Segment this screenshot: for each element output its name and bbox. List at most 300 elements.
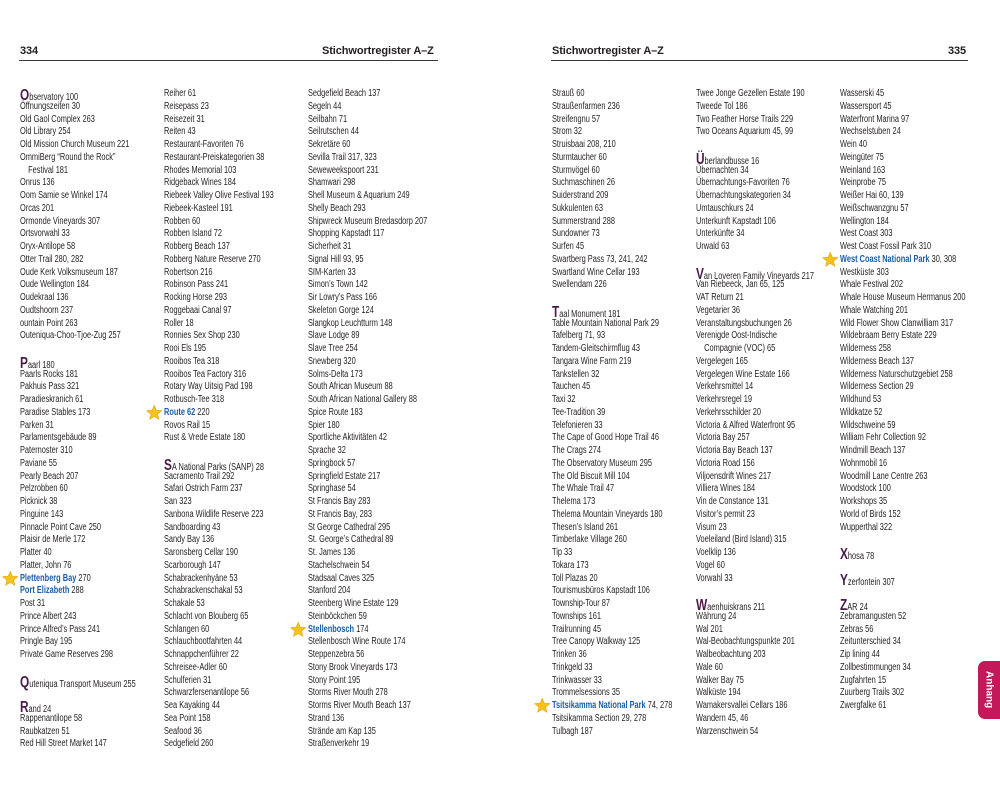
index-entry: Weingüter 75	[840, 151, 884, 163]
index-entry: Sandboarding 43	[164, 521, 221, 533]
index-entry: Storms River Mouth Beach 137	[308, 700, 411, 711]
index-entry: Restaurant-Favoriten 76	[164, 139, 244, 150]
index-entry	[20, 165, 161, 178]
index-entry: Schnappchenführer 22	[164, 649, 239, 660]
index-entry: Solms-Delta 173	[308, 368, 363, 380]
index-entry	[164, 456, 305, 474]
index-entry: Unterkunft Kapstadt 106	[696, 215, 776, 227]
index-entry: Zip lining 44	[840, 649, 880, 660]
index-entry-highlighted	[552, 700, 693, 713]
index-term: Route 62	[164, 406, 196, 418]
index-entry: Wilderness 258	[840, 343, 892, 354]
star-icon	[822, 252, 838, 268]
index-page-refs: 220	[197, 406, 210, 418]
index-entry: Otter Trail 280, 282	[20, 253, 84, 265]
index-entry: Sekretäre 60	[308, 139, 351, 150]
index-entry: Stadsaal Caves 325	[308, 572, 375, 584]
index-entry: Pelzrobben 60	[20, 483, 68, 495]
index-entry: Wilderness Section 29	[840, 381, 914, 393]
index-initial-letter: Y	[840, 571, 848, 589]
index-entry: Shelly Beach 293	[308, 202, 366, 214]
index-spacer	[20, 343, 161, 356]
index-entry	[20, 699, 161, 716]
index-entry: Zeitunterschied 34	[840, 636, 901, 648]
index-entry: Parlamentsgebäude 89	[20, 432, 97, 444]
index-term: hosa 78	[847, 551, 875, 562]
index-entry: West Coast 303	[840, 228, 893, 240]
index-entry: Two Feather Horse Trails 229	[696, 113, 794, 125]
index-entry: Taxi 32	[552, 394, 576, 405]
index-entry: Platter 40	[20, 547, 52, 558]
index-entry: Oudekraal 136	[20, 292, 69, 303]
index-initial-letter: W	[696, 597, 708, 614]
index-entry: Shipwreck Museum Bredasdorp 207	[308, 215, 428, 227]
index-entry: Suiderstrand 209	[552, 190, 609, 201]
index-entry: Tauchen 45	[552, 381, 591, 393]
index-entry: Sea Kayaking 44	[164, 700, 220, 711]
index-initial-letter: O	[20, 87, 30, 104]
index-entry: Restaurant-Preiskategorien 38	[164, 151, 265, 163]
index-page-refs: 74, 278	[647, 700, 673, 711]
index-entry: Spice Route 183	[308, 406, 363, 418]
index-entry	[696, 343, 837, 356]
index-entry: Sicherheit 31	[308, 241, 352, 252]
index-entry: Tankstellen 32	[552, 368, 600, 380]
index-entry	[696, 265, 837, 283]
index-entry: Sportliche Aktivitäten 42	[308, 432, 387, 444]
index-entry: Sea Point 158	[164, 712, 211, 724]
index-entry: Outeniqua-Choo-Tjoe-Zug 257	[20, 330, 121, 342]
index-entry: Riebeek-Kasteel 191	[164, 202, 233, 214]
index-entry: Wasserski 45	[840, 88, 885, 99]
index-entry: Roller 18	[164, 317, 194, 329]
index-entry: Paviane 55	[20, 457, 58, 469]
index-entry: Township-Tour 87	[552, 598, 610, 609]
index-entry-highlighted	[308, 624, 449, 637]
index-entry: Old Gaol Complex 263	[20, 113, 95, 125]
index-entry: SIM-Karten 33	[308, 266, 356, 278]
index-entry: Unterkünfte 34	[696, 228, 745, 240]
index-entry: OmmiBerg “Round the Rock”	[20, 151, 116, 163]
index-entry: Wal-Beobachtungspunkte 201	[696, 636, 795, 648]
index-spacer	[20, 687, 161, 700]
index-entry: Two Oceans Aquarium 45, 99	[696, 126, 794, 138]
index-entry: VAT Return 21	[696, 292, 744, 303]
index-entry: Thesen’s Island 261	[552, 521, 619, 533]
index-entry: St Francis Bay, 283	[308, 508, 373, 520]
running-header: Stichwortregister A–Z	[322, 45, 434, 57]
index-entry: Old Library 254	[20, 126, 71, 138]
index-entry: Oude Wellington 184	[20, 279, 89, 291]
index-entry: Walbeobachtung 203	[696, 649, 766, 660]
index-entry: Öffnungszeiten 30	[20, 100, 80, 112]
index-entry: Wal 201	[696, 623, 723, 635]
index-entry: Summerstrand 288	[552, 215, 615, 227]
index-column	[840, 88, 981, 713]
index-entry: Swartberg Pass 73, 241, 242	[552, 253, 648, 265]
index-term: West Coast National Park	[840, 253, 930, 265]
index-entry: Table Mountain National Park 29	[552, 317, 659, 329]
index-entry: South African National Gallery 88	[308, 394, 418, 405]
index-entry: Tweede Tol 186	[696, 100, 748, 112]
index-entry: Thelema 173	[552, 496, 596, 507]
star-icon	[290, 622, 306, 638]
index-entry: Übernachtungs-Favoriten 76	[696, 177, 790, 189]
index-entry: Tree Canopy Walkway 125	[552, 636, 641, 648]
index-term: aarl 180	[27, 359, 55, 371]
index-entry: Robberg Nature Reserve 270	[164, 253, 261, 265]
index-entry: Platter, John 76	[20, 559, 72, 571]
index-entry: Weinprobe 75	[840, 177, 886, 189]
index-entry: Tangara Wine Farm 219	[552, 355, 632, 367]
index-entry: Reiten 43	[164, 126, 196, 138]
index-entry: Stony Brook Vineyards 173	[308, 661, 398, 673]
index-entry: Stachelschwein 54	[308, 559, 370, 571]
index-entry: Trinkwasser 33	[552, 674, 602, 686]
index-entry: Zwergfalke 61	[840, 700, 887, 711]
index-initial-letter: T	[552, 303, 560, 321]
index-initial-letter: P	[20, 354, 28, 372]
index-entry: Tokara 173	[552, 559, 589, 571]
index-entry: Victoria Bay 257	[696, 432, 750, 444]
index-entry: Trailrunning 45	[552, 623, 602, 635]
index-spacer	[552, 292, 693, 305]
index-entry: Victoria Road 156	[696, 457, 755, 469]
index-entry: Telefonieren 33	[552, 419, 603, 431]
index-entry: Schlauchbootfahrten 44	[164, 636, 243, 648]
index-entry: Robben Island 72	[164, 228, 223, 240]
index-spacer	[696, 139, 837, 152]
index-term: Port Elizabeth	[20, 585, 70, 597]
index-entry: Wilderness Beach 137	[840, 355, 915, 367]
index-spacer	[840, 560, 981, 573]
index-entry: Ortsvorwahl 33	[20, 228, 70, 240]
index-entry: Van Riebeeck, Jan 65, 125	[696, 279, 785, 291]
index-entry: Reisepass 23	[164, 100, 209, 112]
index-term: Stellenbosch	[308, 623, 355, 635]
index-entry: Pearly Beach 207	[20, 470, 79, 482]
index-entry	[696, 150, 837, 168]
index-entry-highlighted	[164, 407, 305, 420]
index-entry: The Old Biscuit Mill 104	[552, 470, 630, 482]
index-term: and 24	[28, 704, 52, 715]
index-entry: Rotbusch-Tee 318	[164, 394, 225, 405]
index-entry: Visum 23	[696, 521, 727, 533]
index-entry: Oude Kerk Volksmuseum 187	[20, 266, 118, 278]
index-initial-letter: X	[840, 546, 848, 563]
index-entry: Signal Hill 93, 95	[308, 253, 364, 265]
index-entry: Timberlake Village 260	[552, 534, 627, 546]
index-entry: Robinson Pass 241	[164, 279, 229, 291]
index-entry-continuation: Compagnie (VOC) 65	[704, 343, 776, 354]
index-entry: Wupperthal 322	[840, 521, 893, 533]
index-column	[696, 88, 837, 738]
index-spacer	[164, 445, 305, 458]
index-entry: Walker Bay 75	[696, 674, 744, 686]
index-spacer	[840, 534, 981, 547]
index-entry: Robertson 216	[164, 266, 213, 278]
index-entry: Windmill Beach 137	[840, 445, 906, 456]
index-entry: Zuurberg Trails 302	[840, 687, 905, 699]
index-entry: Strand 136	[308, 712, 345, 724]
index-entry: St. James 136	[308, 547, 356, 558]
index-entry: Onrus 136	[20, 177, 55, 189]
index-term: an Loveren Family Vineyards 217	[703, 270, 815, 282]
index-entry: Workshops 35	[840, 496, 888, 507]
index-entry: Post 31	[20, 598, 46, 609]
index-term: AR 24	[847, 602, 868, 613]
index-entry: Plaisir de Merle 172	[20, 534, 86, 546]
index-entry: World of Birds 152	[840, 508, 901, 520]
index-initial-letter: Ü	[696, 150, 705, 168]
index-initial-letter: Z	[840, 597, 848, 614]
index-entry: Wild Flower Show Clanwilliam 317	[840, 317, 954, 329]
index-entry: Struisbaai 208, 210	[552, 139, 616, 150]
index-entry: Sanbona Wildlife Reserve 223	[164, 508, 264, 520]
index-entry: Skeleton Gorge 124	[308, 304, 374, 316]
index-entry: Steenberg Wine Estate 129	[308, 598, 399, 609]
index-entry: Sevilla Trail 317, 323	[308, 151, 377, 163]
index-entry-continuation: Festival 181	[28, 164, 69, 176]
index-page-refs: 270	[78, 572, 91, 584]
index-entry: Schabrackenhyäne 53	[164, 572, 238, 584]
index-entry	[696, 597, 837, 614]
index-entry: Walküste 194	[696, 687, 741, 699]
index-entry: Streifengnu 57	[552, 113, 601, 125]
index-entry: Viljoensdrift Wines 217	[696, 470, 772, 482]
index-entry: Trommelsessions 35	[552, 687, 620, 699]
index-entry: Zebramangusten 52	[840, 610, 907, 622]
index-entry: Zollbestimmungen 34	[840, 661, 911, 673]
index-entry: Westküste 303	[840, 266, 889, 278]
index-entry	[552, 303, 693, 321]
index-entry: Sprache 32	[308, 445, 346, 456]
index-entry: Stanford 204	[308, 585, 351, 597]
index-entry: Sundowner 73	[552, 228, 600, 240]
index-entry: Trinken 36	[552, 649, 587, 660]
header-rule	[551, 60, 968, 61]
index-entry: Straußenfarmen 236	[552, 100, 620, 112]
index-entry: Veranstaltungsbuchungen 26	[696, 317, 792, 329]
index-entry: Slangkop Leuchtturm 148	[308, 317, 393, 329]
index-term: Tsitsikamma National Park	[552, 700, 646, 711]
index-entry: Victoria Bay Beach 137	[696, 445, 773, 456]
index-entry: San 323	[164, 496, 192, 507]
index-entry: Rooibos Tea 318	[164, 355, 220, 367]
index-entry: Storms River Mouth 278	[308, 687, 388, 699]
index-entry: Währung 24	[696, 610, 737, 622]
index-entry: Oryx-Antilope 58	[20, 241, 76, 252]
index-entry: ountain Point 263	[20, 317, 78, 329]
index-entry: Verkehrsmittel 14	[696, 381, 754, 393]
index-entry: William Fehr Collection 92	[840, 432, 926, 444]
index-entry: Tourismusbüros Kapstadt 106	[552, 585, 650, 597]
index-entry: Shopping Kapstadt 117	[308, 228, 385, 240]
index-entry: Seilrutschen 44	[308, 126, 360, 138]
index-entry: Suchmaschinen 26	[552, 177, 615, 189]
index-entry: Victoria & Alfred Waterfront 95	[696, 419, 796, 431]
index-entry: Sedgefield 260	[164, 738, 214, 750]
index-entry: Sandy Bay 136	[164, 534, 215, 546]
index-entry: Rocking Horse 293	[164, 292, 227, 303]
index-entry: Sturmvögel 60	[552, 164, 600, 176]
index-entry: Rovos Rail 15	[164, 419, 211, 431]
index-entry: Sturmtaucher 60	[552, 151, 607, 163]
index-entry: Ridgeback Wines 184	[164, 177, 236, 189]
index-entry: Prince Alfred’s Pass 241	[20, 623, 101, 635]
index-entry: Verkehrsschilder 20	[696, 406, 761, 418]
index-entry: Orcas 201	[20, 202, 55, 214]
index-entry: Straßenverkehr 19	[308, 738, 370, 750]
index-entry: Stellenbosch Wine Route 174	[308, 636, 406, 648]
index-entry: Simon’s Town 142	[308, 279, 368, 291]
index-entry: Slave Tree 254	[308, 343, 358, 354]
index-entry: Snewberg 320	[308, 355, 356, 367]
star-icon	[146, 405, 162, 421]
index-entry: Picknick 38	[20, 496, 58, 507]
index-entry: Wellington 184	[840, 215, 889, 227]
index-entry: Urwald 63	[696, 241, 730, 252]
index-entry: Vin de Constance 131	[696, 496, 769, 507]
index-entry: Pinnacle Point Cave 250	[20, 521, 102, 533]
index-entry: Steinböckchen 59	[308, 610, 367, 622]
index-entry: Vergelegen 165	[696, 355, 748, 367]
index-entry: Schulferien 31	[164, 674, 212, 686]
index-entry: Rappenantilope 58	[20, 712, 83, 724]
index-entry: Tulbagh 187	[552, 725, 593, 737]
index-initial-letter: V	[696, 265, 704, 283]
index-entry: Shell Museum & Aquarium 249	[308, 190, 410, 201]
index-entry: Rooi Els 195	[164, 343, 206, 354]
index-entry: Voeleiland (Bird Island) 315	[696, 534, 787, 546]
star-icon	[534, 698, 550, 714]
index-term: Plettenberg Bay	[20, 572, 77, 584]
index-entry-highlighted	[20, 573, 161, 586]
index-entry: Wildhund 53	[840, 394, 882, 405]
section-thumb-tab	[978, 661, 1000, 719]
index-entry: Robben 60	[164, 215, 201, 227]
header-rule	[19, 60, 438, 61]
index-initial-letter: Q	[20, 673, 30, 691]
index-entry: Tee-Tradition 39	[552, 406, 606, 418]
index-entry: Wamakersvallei Cellars 186	[696, 700, 788, 711]
index-entry: Roggebaai Canal 97	[164, 304, 232, 316]
index-entry: Rust & Vrede Estate 180	[164, 432, 246, 444]
index-entry: Spier 180	[308, 419, 340, 431]
index-entry: Visitor’s permit 23	[696, 508, 755, 520]
index-entry: Weißschwanzgnu 57	[840, 202, 909, 214]
index-entry: Weinland 163	[840, 164, 886, 176]
index-entry	[20, 354, 161, 372]
index-entry: Umtauschkurs 24	[696, 202, 754, 214]
index-entry: Wilderness Naturschutzgebiet 258	[840, 368, 953, 380]
index-entry: Zebras 56	[840, 623, 874, 635]
index-entry: Pinguine 143	[20, 508, 64, 520]
index-spacer	[20, 662, 161, 675]
index-page-refs: 30, 308	[931, 253, 957, 265]
index-entry: Sedgefield Beach 137	[308, 88, 381, 99]
index-entry: Seweweekspoort 231	[308, 164, 379, 176]
index-entry: Prince Albert 243	[20, 610, 77, 622]
index-entry: Wildebraam Berry Estate 229	[840, 330, 937, 342]
index-term: aal Monument 181	[559, 308, 621, 320]
index-entry: St. George’s Cathedral 89	[308, 534, 394, 546]
index-entry: Vergelegen Wine Estate 166	[696, 368, 790, 380]
index-entry: Robberg Beach 137	[164, 241, 230, 252]
index-term: A National Parks (SANP) 28	[171, 461, 265, 473]
index-entry: South African Museum 88	[308, 381, 393, 393]
index-entry: West Coast Fossil Park 310	[840, 241, 932, 252]
index-entry: Tandem-Gleitschirmflug 43	[552, 343, 641, 354]
index-entry: Wein 40	[840, 139, 868, 150]
index-column	[552, 88, 693, 738]
page-number: 335	[947, 45, 966, 57]
index-entry-highlighted	[20, 585, 161, 598]
index-entry: Springbock 57	[308, 457, 356, 469]
index-term: aenhuiskrans 211	[707, 602, 766, 613]
index-entry: Seafood 36	[164, 725, 202, 737]
index-entry: Wildkatze 52	[840, 406, 883, 418]
index-entry: Segeln 44	[308, 100, 342, 112]
index-entry: Toll Plazas 20	[552, 572, 598, 584]
index-column	[20, 88, 161, 751]
index-entry: Sir Lowry’s Pass 166	[308, 292, 377, 303]
index-entry: Whale House Museum Hermanus 200	[840, 292, 966, 303]
index-entry: Sacramento Trail 292	[164, 470, 235, 482]
index-entry	[20, 87, 161, 104]
index-entry: Reisezeit 31	[164, 113, 205, 125]
index-entry: Swartland Wine Cellar 193	[552, 266, 640, 278]
index-entry: Tsitsikamma Section 29, 278	[552, 712, 647, 724]
index-entry: Wassersport 45	[840, 100, 892, 112]
index-entry: Warzenschwein 54	[696, 725, 759, 737]
index-entry: The Observatory Museum 295	[552, 457, 652, 469]
index-entry: Schabrackenschakal 53	[164, 585, 243, 597]
index-page-refs: 174	[356, 623, 369, 635]
index-entry: The Whale Trail 47	[552, 483, 615, 495]
index-entry: Whale Watching 201	[840, 304, 909, 316]
index-term: uteniqua Transport Museum 255	[29, 678, 136, 690]
index-entry: Twee Jonge Gezellen Estate 190	[696, 88, 805, 99]
index-spacer	[696, 254, 837, 267]
index-entry: Zugfahrten 15	[840, 674, 887, 686]
index-entry: Surfen 45	[552, 241, 585, 252]
index-entry: Vegetarier 36	[696, 304, 741, 316]
index-entry: Übernachten 34	[696, 164, 749, 176]
index-entry: Paarls Rocks 181	[20, 368, 78, 380]
index-initial-letter: S	[164, 456, 172, 474]
index-entry: Reiher 61	[164, 88, 197, 99]
index-entry: Waterfront Marina 97	[840, 113, 910, 125]
index-entry: Pringle Bay 195	[20, 636, 73, 648]
index-entry: Stony Point 195	[308, 674, 361, 686]
index-entry-highlighted	[840, 254, 981, 267]
index-entry: Oudtshoorn 237	[20, 304, 74, 316]
index-column	[308, 88, 449, 751]
index-entry: Schlangen 60	[164, 623, 210, 635]
index-entry: Swellendam 226	[552, 279, 607, 291]
index-entry: Ormonde Vineyards 307	[20, 215, 101, 227]
index-entry: Woodmill Lane Centre 263	[840, 470, 928, 482]
index-entry: The Cape of Good Hope Trail 46	[552, 432, 659, 444]
index-entry: Tafelberg 71, 93	[552, 330, 606, 342]
index-entry: Springfield Estate 217	[308, 470, 381, 482]
index-entry: Rooibos Tea Factory 316	[164, 368, 247, 380]
index-entry: Villiera Wines 184	[696, 483, 756, 495]
index-entry	[840, 546, 981, 563]
index-entry: Townships 161	[552, 610, 601, 622]
index-entry: Raubkatzen 51	[20, 725, 70, 737]
